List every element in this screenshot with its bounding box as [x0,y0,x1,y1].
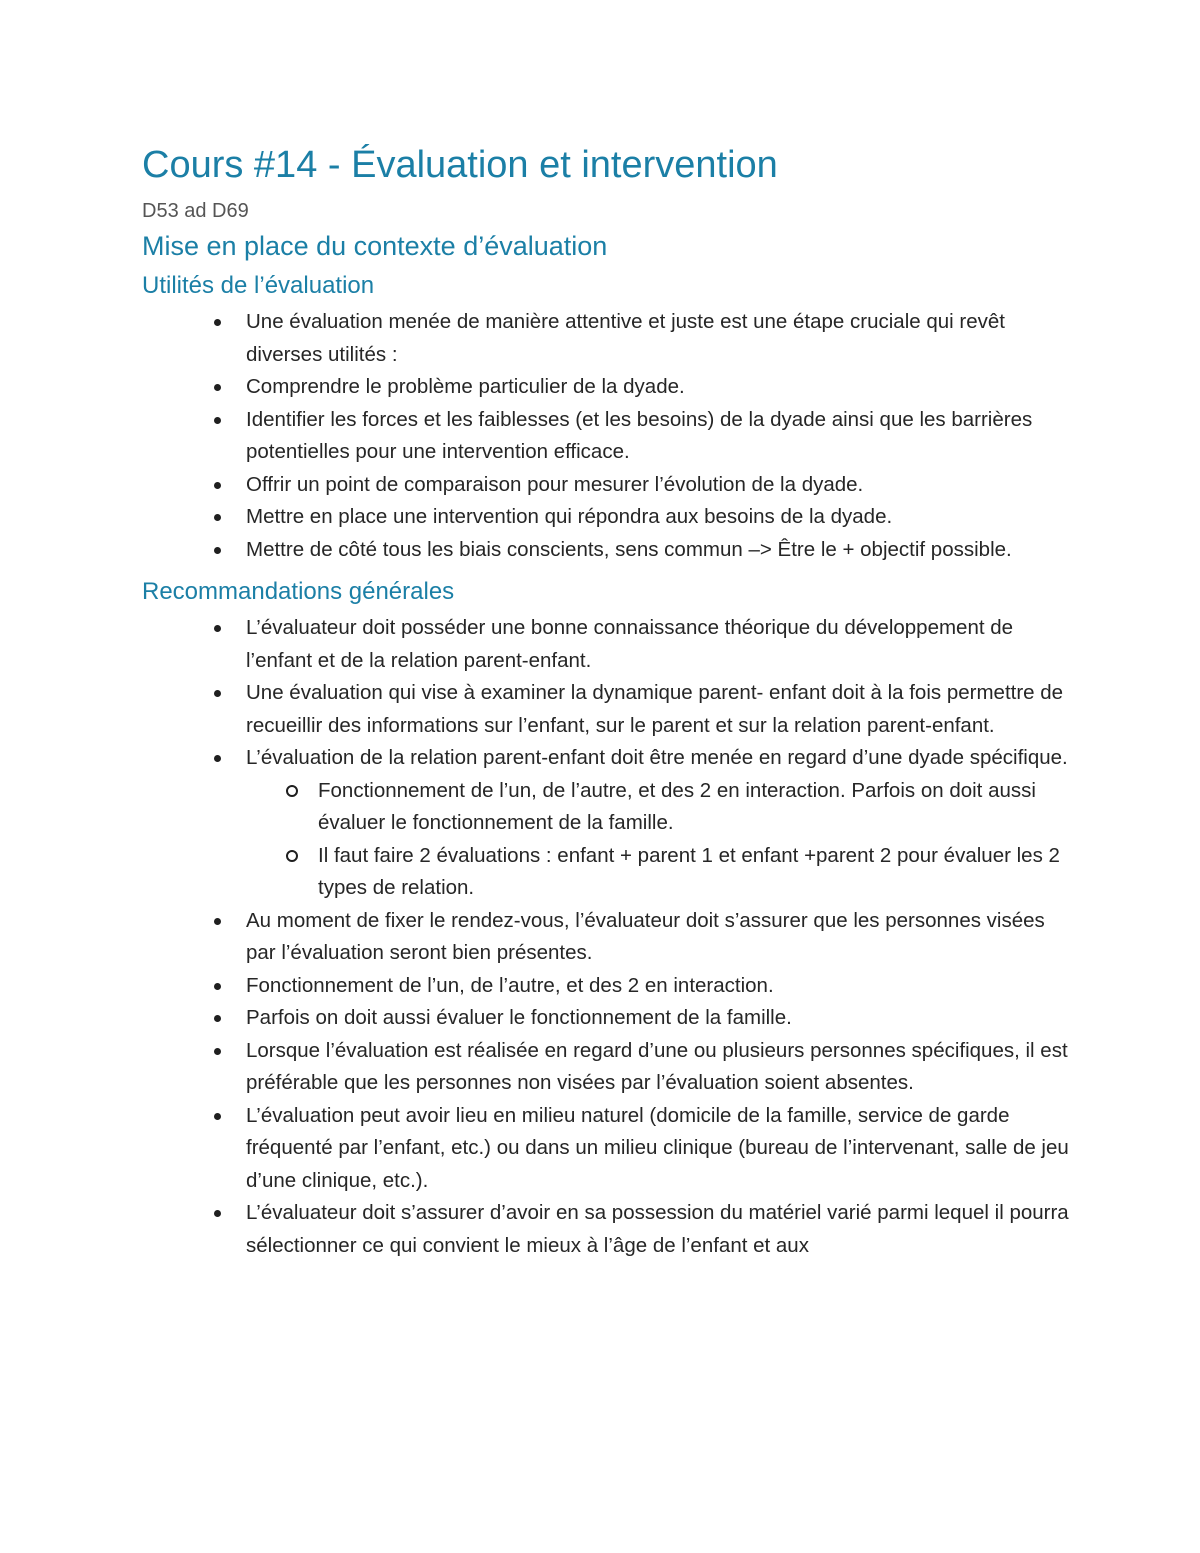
section-heading: Mise en place du contexte d’évaluation [142,231,608,261]
list-item [246,1002,1072,1035]
document-subtitle: D53 ad D69 [142,200,249,222]
bullet-icon [214,417,221,424]
sub-list-item [318,775,1072,840]
list-item-text: Identifier les forces et les faiblesses (et les besoins) de la dyade ainsi que les barrières potentielles pour une intervention efficace. [246,407,1033,463]
list-item-text: Une évaluation menée de manière attentive et juste est une étape cruciale qui revêt diverses utilités : [246,310,1005,366]
list-item-text: L’évaluation de la relation parent-enfant doit être menée en regard d’une dyade spécifique. [246,746,1068,769]
circle-bullet-icon [286,785,298,797]
list-item [246,1197,1072,1262]
bullet-icon [214,547,221,554]
bullet-icon [214,755,221,762]
list-item [246,612,1072,677]
utilites-list [142,306,1072,566]
list-item-text: L’évaluateur doit posséder une bonne connaissance théorique du développement de l’enfant et de la relation parent-enfant. [246,616,1014,672]
bullet-icon [214,983,221,990]
list-item-text: L’évaluateur doit s’assurer d’avoir en sa possession du matériel varié parmi lequel il pourra sélectionner ce qui convient le mieux à l’âge de l’enfant et aux [246,1201,1069,1257]
recommandations-heading: Recommandations générales [142,578,455,605]
bullet-icon [214,625,221,632]
bullet-icon [214,1210,221,1217]
list-item [246,469,1072,502]
list-item [246,905,1072,970]
bullet-icon [214,690,221,697]
bullet-icon [214,384,221,391]
list-item-text: Une évaluation qui vise à examiner la dynamique parent- enfant doit à la fois permettre de recueillir des informations sur l’enfant, sur le parent et sur la relation parent-enfant. [246,681,1064,737]
document-title: Cours #14 - Évaluation et intervention [142,144,778,186]
utilites-heading: Utilités de l’évaluation [142,272,375,299]
bullet-icon [214,1048,221,1055]
list-item-text: Comprendre le problème particulier de la dyade. [246,375,685,398]
list-item [246,404,1072,469]
sub-list [246,775,1072,905]
bullet-icon [214,918,221,925]
list-item-text: Lorsque l’évaluation est réalisée en regard d’une ou plusieurs personnes spécifiques, il est préférable que les personnes non visées par l’évaluation soient absentes. [246,1038,1068,1094]
bullet-icon [214,1113,221,1120]
list-item-text: Mettre de côté tous les biais conscients, sens commun –> Être le + objectif possible. [246,537,1012,561]
bullet-icon [214,1015,221,1022]
circle-bullet-icon [286,850,298,862]
bullet-icon [214,319,221,326]
list-item [246,371,1072,404]
list-item [246,970,1072,1003]
list-item-text: Mettre en place une intervention qui répondra aux besoins de la dyade. [246,505,893,528]
list-item [246,534,1072,567]
bullet-icon [214,482,221,489]
list-item [246,306,1072,371]
document-page [142,138,1072,1262]
list-item [246,742,1072,905]
list-item-text: L’évaluation peut avoir lieu en milieu naturel (domicile de la famille, service de garde fréquenté par l’enfant, etc.) ou dans un milieu clinique (bureau de l’intervenant, salle de jeu d’une clinique, etc.). [246,1103,1069,1192]
list-item [246,1100,1072,1198]
sub-list-item [318,840,1072,905]
recommandations-list [142,612,1072,1262]
bullet-icon [214,514,221,521]
list-item-text: Fonctionnement de l’un, de l’autre, et des 2 en interaction. [246,973,774,997]
list-item [246,677,1072,742]
list-item-text: Offrir un point de comparaison pour mesurer l’évolution de la dyade. [246,472,864,496]
list-item [246,501,1072,534]
list-item [246,1035,1072,1100]
list-item-text: Au moment de fixer le rendez-vous, l’évaluateur doit s’assurer que les personnes visées par l’évaluation seront bien présentes. [246,908,1045,964]
sub-list-item-text: Il faut faire 2 évaluations : enfant + parent 1 et enfant +parent 2 pour évaluer les 2 types de relation. [318,843,1060,899]
sub-list-item-text: Fonctionnement de l’un, de l’autre, et des 2 en interaction. Parfois on doit aussi évaluer le fonctionnement de la famille. [318,778,1036,834]
list-item-text: Parfois on doit aussi évaluer le fonctionnement de la famille. [246,1006,792,1029]
